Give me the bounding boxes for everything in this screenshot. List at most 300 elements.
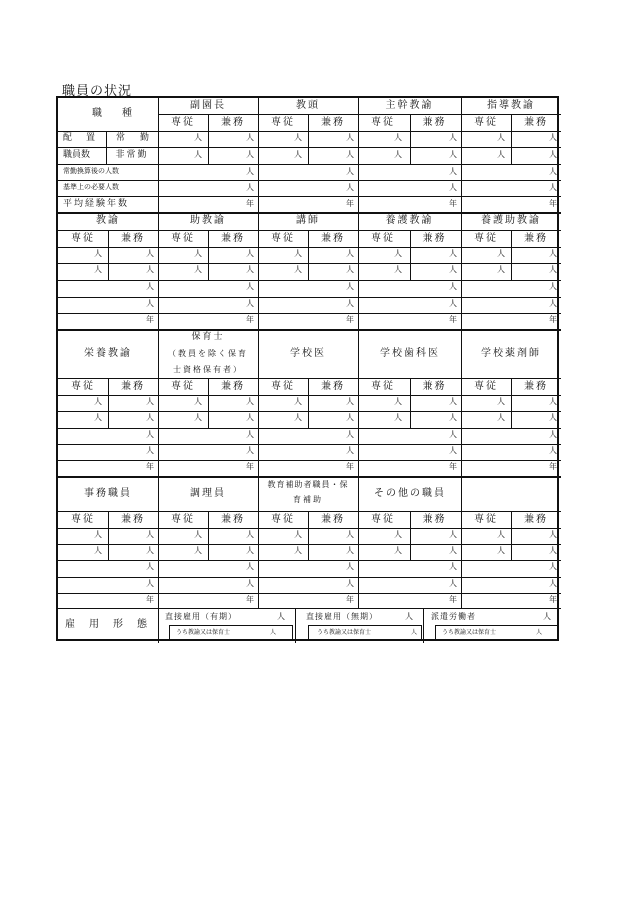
grid-line <box>58 460 561 461</box>
column-header: 教頭 <box>296 100 320 111</box>
unit-year: 年 <box>346 315 354 324</box>
column-header: 教育補助者職員・保 <box>267 480 349 489</box>
grid-line <box>557 625 558 639</box>
unit-person: 人 <box>449 167 457 176</box>
unit-person: 人 <box>146 249 154 258</box>
sub-header-sen: 専従 <box>271 381 295 392</box>
employment-sub: うち教諭又は保育士 <box>442 629 497 636</box>
employment-type: 直接雇用（有期） <box>165 612 237 621</box>
unit-person: 人 <box>549 183 557 192</box>
unit-person: 人 <box>536 629 543 636</box>
grid-line <box>358 98 359 212</box>
sub-header-sen: 専従 <box>171 514 195 525</box>
grid-line <box>158 329 159 476</box>
grid-line <box>108 378 109 428</box>
grid-line <box>435 625 557 626</box>
unit-person: 人 <box>246 546 254 555</box>
unit-year: 年 <box>449 595 457 604</box>
grid-line <box>158 114 561 115</box>
grid-line <box>58 164 561 165</box>
unit-person: 人 <box>94 530 102 539</box>
grid-line <box>308 639 421 640</box>
grid-line <box>58 180 561 181</box>
unit-person: 人 <box>294 397 302 406</box>
sub-header-ken: 兼務 <box>422 514 447 525</box>
grid-line <box>435 625 436 639</box>
unit-year: 年 <box>246 462 254 471</box>
unit-person: 人 <box>246 562 254 571</box>
unit-person: 人 <box>497 265 505 274</box>
grid-line <box>258 98 259 212</box>
grid-line <box>511 114 512 164</box>
unit-person: 人 <box>194 265 202 274</box>
grid-line <box>58 378 561 379</box>
column-header: 講師 <box>296 215 320 226</box>
sub-header-ken: 兼務 <box>121 233 145 244</box>
sub-header-sen: 専従 <box>474 233 498 244</box>
sub-header-ken: 兼務 <box>422 233 447 244</box>
unit-person: 人 <box>449 150 457 159</box>
unit-person: 人 <box>246 282 254 291</box>
grid-line <box>308 378 309 428</box>
unit-person: 人 <box>449 397 457 406</box>
unit-person: 人 <box>277 612 285 621</box>
column-header: その他の職員 <box>374 488 446 499</box>
column-header: 調理員 <box>190 488 226 499</box>
grid-line <box>169 625 292 626</box>
unit-year: 年 <box>549 595 557 604</box>
unit-person: 人 <box>549 430 557 439</box>
grid-line <box>106 131 107 164</box>
unit-person: 人 <box>449 183 457 192</box>
row-label: 置 <box>86 133 96 143</box>
unit-person: 人 <box>246 183 254 192</box>
grid-line <box>410 114 411 164</box>
grid-line <box>410 230 411 280</box>
unit-person: 人 <box>497 133 505 142</box>
sub-header-sen: 専従 <box>371 117 395 128</box>
unit-year: 年 <box>246 199 254 208</box>
row-label: 常勤換算後の人数 <box>63 167 119 175</box>
unit-person: 人 <box>346 133 354 142</box>
unit-person: 人 <box>449 413 457 422</box>
unit-person: 人 <box>94 413 102 422</box>
grid-line <box>258 476 259 608</box>
unit-person: 人 <box>146 530 154 539</box>
grid-line <box>58 212 561 214</box>
column-header: 事務職員 <box>84 488 132 499</box>
row-label: 基準上の必要人数 <box>63 183 119 191</box>
row-label: 配 <box>63 133 73 143</box>
unit-person: 人 <box>549 265 557 274</box>
unit-person: 人 <box>346 249 354 258</box>
unit-person: 人 <box>94 397 102 406</box>
unit-person: 人 <box>549 562 557 571</box>
sub-header-ken: 兼務 <box>221 381 245 392</box>
unit-person: 人 <box>394 546 402 555</box>
grid-line <box>108 230 109 280</box>
staff-status-form <box>56 96 559 641</box>
unit-year: 年 <box>246 315 254 324</box>
grid-line <box>58 476 561 478</box>
unit-person: 人 <box>549 249 557 258</box>
column-header: （教員を除く保育 <box>168 349 248 358</box>
unit-person: 人 <box>449 446 457 455</box>
grid-line <box>308 230 309 280</box>
unit-person: 人 <box>294 150 302 159</box>
unit-person: 人 <box>246 299 254 308</box>
unit-person: 人 <box>449 249 457 258</box>
column-header: 教諭 <box>96 215 120 226</box>
sub-header-sen: 専従 <box>371 514 395 525</box>
row-label: 常 <box>116 133 126 143</box>
sub-header-ken: 兼務 <box>221 514 245 525</box>
unit-person: 人 <box>394 265 402 274</box>
grid-line <box>358 476 359 608</box>
unit-person: 人 <box>294 546 302 555</box>
grid-line <box>58 428 561 429</box>
sub-header-ken: 兼務 <box>321 381 345 392</box>
unit-person: 人 <box>194 150 202 159</box>
column-header: 指導教諭 <box>487 100 535 111</box>
unit-year: 年 <box>549 199 557 208</box>
unit-person: 人 <box>405 612 413 621</box>
sub-header-sen: 専従 <box>271 117 295 128</box>
unit-person: 人 <box>449 299 457 308</box>
unit-person: 人 <box>246 133 254 142</box>
sub-header-sen: 専従 <box>474 117 498 128</box>
grid-line <box>511 230 512 280</box>
unit-person: 人 <box>346 530 354 539</box>
unit-person: 人 <box>246 446 254 455</box>
unit-person: 人 <box>346 562 354 571</box>
grid-line <box>308 625 421 626</box>
grid-line <box>58 395 561 396</box>
unit-person: 人 <box>246 265 254 274</box>
unit-person: 人 <box>394 413 402 422</box>
unit-person: 人 <box>146 265 154 274</box>
grid-line <box>58 329 561 331</box>
grid-line <box>58 147 561 148</box>
grid-line <box>58 608 561 609</box>
unit-person: 人 <box>346 299 354 308</box>
column-header: 副園長 <box>190 100 226 111</box>
unit-person: 人 <box>94 546 102 555</box>
unit-person: 人 <box>394 530 402 539</box>
unit-year: 年 <box>146 595 154 604</box>
employment-label: 用 <box>89 619 99 630</box>
unit-person: 人 <box>549 397 557 406</box>
unit-person: 人 <box>549 413 557 422</box>
unit-person: 人 <box>146 282 154 291</box>
sub-header-ken: 兼務 <box>321 117 345 128</box>
unit-person: 人 <box>449 546 457 555</box>
unit-person: 人 <box>549 446 557 455</box>
column-header: 育補助 <box>293 495 323 504</box>
unit-person: 人 <box>497 150 505 159</box>
unit-person: 人 <box>394 397 402 406</box>
unit-person: 人 <box>394 150 402 159</box>
unit-person: 人 <box>246 397 254 406</box>
unit-year: 年 <box>146 462 154 471</box>
grid-line <box>358 212 359 329</box>
unit-person: 人 <box>394 133 402 142</box>
employment-sub: うち教諭又は保育士 <box>176 629 231 636</box>
sub-header-sen: 専従 <box>474 381 498 392</box>
grid-line <box>158 98 159 212</box>
grid-line <box>58 313 561 314</box>
unit-person: 人 <box>194 546 202 555</box>
unit-person: 人 <box>449 282 457 291</box>
grid-line <box>58 196 561 197</box>
sub-header-sen: 専従 <box>71 233 95 244</box>
sub-header-ken: 兼務 <box>524 117 548 128</box>
employment-label: 態 <box>137 619 147 630</box>
unit-person: 人 <box>246 150 254 159</box>
grid-line <box>158 476 159 608</box>
unit-person: 人 <box>346 579 354 588</box>
grid-line <box>258 329 259 476</box>
employment-label: 雇 <box>65 619 75 630</box>
unit-year: 年 <box>346 199 354 208</box>
unit-person: 人 <box>549 150 557 159</box>
sub-header-ken: 兼務 <box>321 514 345 525</box>
unit-year: 年 <box>449 315 457 324</box>
unit-person: 人 <box>497 397 505 406</box>
grid-line <box>58 297 561 298</box>
sub-header-sen: 専従 <box>171 381 195 392</box>
page-title: 職員の状況 <box>62 84 133 99</box>
unit-person: 人 <box>146 546 154 555</box>
grid-line <box>511 378 512 428</box>
unit-year: 年 <box>346 595 354 604</box>
grid-line <box>461 329 462 476</box>
grid-line <box>410 378 411 428</box>
unit-person: 人 <box>449 133 457 142</box>
grid-line <box>208 114 209 164</box>
grid-line <box>358 329 359 476</box>
column-header: 学校歯科医 <box>380 348 440 359</box>
sub-header-sen: 専従 <box>71 381 95 392</box>
sub-header-ken: 兼務 <box>422 117 447 128</box>
sub-header-ken: 兼務 <box>524 233 548 244</box>
grid-line <box>58 528 561 529</box>
grid-line <box>461 476 462 608</box>
grid-line <box>292 625 293 639</box>
grid-line <box>208 378 209 428</box>
unit-person: 人 <box>497 413 505 422</box>
unit-person: 人 <box>246 413 254 422</box>
unit-person: 人 <box>549 282 557 291</box>
grid-line <box>421 625 422 639</box>
unit-person: 人 <box>346 546 354 555</box>
employment-type: 直接雇用（無期） <box>306 612 378 621</box>
grid-line <box>511 511 512 560</box>
grid-line <box>108 511 109 560</box>
column-header: 養護助教諭 <box>481 215 541 226</box>
grid-line <box>169 639 292 640</box>
unit-person: 人 <box>146 299 154 308</box>
unit-person: 人 <box>194 397 202 406</box>
unit-person: 人 <box>246 530 254 539</box>
grid-line <box>58 280 561 281</box>
employment-label: 形 <box>113 619 123 630</box>
unit-person: 人 <box>146 446 154 455</box>
unit-person: 人 <box>194 249 202 258</box>
unit-year: 年 <box>146 315 154 324</box>
unit-person: 人 <box>346 150 354 159</box>
unit-person: 人 <box>549 546 557 555</box>
unit-person: 人 <box>346 265 354 274</box>
grid-line <box>461 212 462 329</box>
column-header: 学校薬剤師 <box>481 348 541 359</box>
sub-header-sen: 専従 <box>71 514 95 525</box>
grid-line <box>208 230 209 280</box>
unit-person: 人 <box>94 265 102 274</box>
unit-year: 年 <box>449 462 457 471</box>
unit-person: 人 <box>146 397 154 406</box>
unit-year: 年 <box>549 315 557 324</box>
unit-person: 人 <box>246 249 254 258</box>
column-header: 栄養教諭 <box>84 348 132 359</box>
unit-person: 人 <box>294 133 302 142</box>
sub-header-sen: 専従 <box>371 381 395 392</box>
row-label: 非常勤 <box>115 150 149 160</box>
unit-person: 人 <box>346 282 354 291</box>
sub-header-ken: 兼務 <box>321 233 345 244</box>
grid-line <box>58 511 561 512</box>
unit-person: 人 <box>346 430 354 439</box>
grid-line <box>295 608 296 643</box>
unit-person: 人 <box>497 530 505 539</box>
unit-person: 人 <box>346 397 354 406</box>
unit-person: 人 <box>549 133 557 142</box>
unit-person: 人 <box>449 530 457 539</box>
staff-type-label: 職 <box>92 108 102 119</box>
unit-person: 人 <box>294 265 302 274</box>
grid-line <box>435 639 557 640</box>
grid-line <box>58 544 561 545</box>
grid-line <box>58 444 561 445</box>
unit-person: 人 <box>543 612 551 621</box>
grid-line <box>169 625 170 639</box>
employment-type: 派遣労働者 <box>431 612 476 621</box>
unit-person: 人 <box>449 562 457 571</box>
unit-person: 人 <box>246 167 254 176</box>
unit-person: 人 <box>449 265 457 274</box>
unit-year: 年 <box>449 199 457 208</box>
column-header: 助教諭 <box>190 215 226 226</box>
sub-header-ken: 兼務 <box>221 117 245 128</box>
grid-line <box>58 411 561 412</box>
unit-person: 人 <box>294 413 302 422</box>
row-label: 平均経験年数 <box>63 199 130 209</box>
row-label: 勤 <box>140 133 150 143</box>
sub-header-ken: 兼務 <box>422 381 447 392</box>
column-header: 士資格保有者） <box>173 365 243 374</box>
unit-person: 人 <box>497 249 505 258</box>
column-header: 主幹教諭 <box>385 100 434 111</box>
sub-header-ken: 兼務 <box>524 381 548 392</box>
grid-line <box>58 263 561 264</box>
unit-person: 人 <box>94 249 102 258</box>
column-header: 養護教諭 <box>385 215 434 226</box>
grid-line <box>158 212 159 329</box>
unit-person: 人 <box>246 430 254 439</box>
unit-year: 年 <box>549 462 557 471</box>
unit-person: 人 <box>549 167 557 176</box>
unit-person: 人 <box>246 579 254 588</box>
unit-person: 人 <box>270 629 277 636</box>
unit-person: 人 <box>449 579 457 588</box>
sub-header-ken: 兼務 <box>121 381 145 392</box>
unit-person: 人 <box>346 183 354 192</box>
unit-year: 年 <box>346 462 354 471</box>
unit-person: 人 <box>411 629 418 636</box>
sub-header-sen: 専従 <box>171 233 195 244</box>
unit-person: 人 <box>394 249 402 258</box>
unit-person: 人 <box>549 579 557 588</box>
unit-person: 人 <box>294 530 302 539</box>
sub-header-sen: 専従 <box>271 514 295 525</box>
sub-header-sen: 専従 <box>171 117 195 128</box>
unit-person: 人 <box>146 579 154 588</box>
grid-line <box>58 593 561 594</box>
unit-person: 人 <box>146 413 154 422</box>
sub-header-ken: 兼務 <box>121 514 145 525</box>
grid-line <box>423 608 424 643</box>
unit-person: 人 <box>497 546 505 555</box>
unit-person: 人 <box>194 413 202 422</box>
staff-type-label: 種 <box>122 108 132 119</box>
unit-person: 人 <box>194 530 202 539</box>
employment-sub: うち教諭又は保育士 <box>317 629 372 636</box>
grid-line <box>258 212 259 329</box>
unit-person: 人 <box>194 133 202 142</box>
grid-line <box>461 98 462 212</box>
sub-header-sen: 専従 <box>474 514 498 525</box>
grid-line <box>58 560 561 561</box>
sub-header-ken: 兼務 <box>524 514 548 525</box>
grid-line <box>58 131 561 132</box>
column-header: 保育士 <box>191 332 225 342</box>
unit-person: 人 <box>294 249 302 258</box>
unit-person: 人 <box>346 446 354 455</box>
grid-line <box>58 247 561 248</box>
sub-header-ken: 兼務 <box>221 233 245 244</box>
sub-header-sen: 専従 <box>271 233 295 244</box>
grid-line <box>308 625 309 639</box>
grid-line <box>158 608 159 643</box>
grid-line <box>410 511 411 560</box>
column-header: 学校医 <box>290 348 326 359</box>
unit-person: 人 <box>449 430 457 439</box>
unit-person: 人 <box>549 299 557 308</box>
grid-line <box>308 511 309 560</box>
unit-person: 人 <box>346 413 354 422</box>
unit-person: 人 <box>146 562 154 571</box>
unit-person: 人 <box>146 430 154 439</box>
unit-person: 人 <box>346 167 354 176</box>
grid-line <box>208 511 209 560</box>
unit-year: 年 <box>246 595 254 604</box>
grid-line <box>58 230 561 231</box>
grid-line <box>308 114 309 164</box>
row-label: 職員数 <box>63 150 91 160</box>
unit-person: 人 <box>549 530 557 539</box>
grid-line <box>58 577 561 578</box>
sub-header-sen: 専従 <box>371 233 395 244</box>
